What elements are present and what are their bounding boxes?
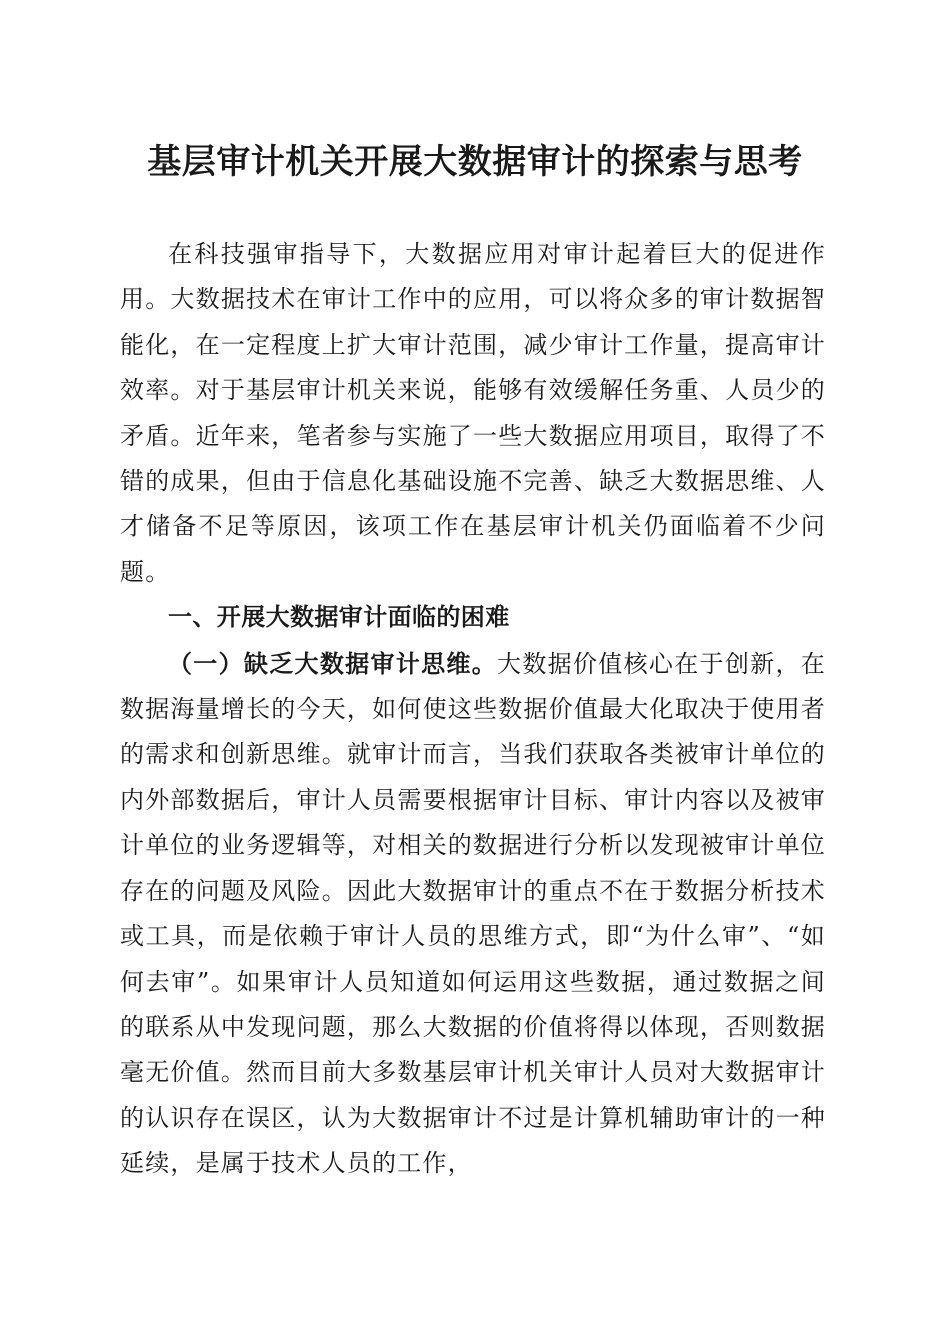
document-title: 基层审计机关开展大数据审计的探索与思考	[147, 142, 803, 182]
intro-paragraph: 在科技强审指导下，大数据应用对审计起着巨大的促进作用。大数据技术在审计工作中的应用，可以将众多的审计数据智能化，在一定程度上扩大审计范围，减少审计工作量，提高审计效率。对于基层审计机关来说，能够有效缓解任务重、人员少的矛盾。近年来，笔者参与实施了一些大数据应用项目，取得了不错的成果，但由于信息化基础设施不完善、缺乏大数据思维、人才储备不足等原因，该项工作在基层审计机关仍面临着不少问题。	[120, 240, 826, 586]
section-heading: 一、开展大数据审计面临的困难	[168, 603, 510, 632]
subsection-paragraph	[120, 641, 826, 1187]
subsection-lead: （一）缺乏大数据审计思维。	[168, 648, 498, 678]
subsection-text: 大数据价值核心在于创新，在数据海量增长的今天，如何使这些数据价值最大化取决于使用者的需求和创新思维。就审计而言，当我们获取各类被审计单位的内外部数据后，审计人员需要根据审计目标、审计内容以及被审计单位的业务逻辑等，对相关的数据进行分析以发现被审计单位存在的问题及风险。因此大数据审计的重点不在于数据分析技术或工具，而是依赖于审计人员的思维方式，即“为什么审”、“如何去审”。如果审计人员知道如何运用这些数据，通过数据之间的联系从中发现问题，那么大数据的价值将得以体现，否则数据毫无价值。然而目前大多数基层审计机关审计人员对大数据审计的认识存在误区，认为大数据审计不过是计算机辅助审计的一种延续，是属于技术人员的工作，	[120, 649, 826, 1178]
document-body	[120, 232, 826, 1187]
